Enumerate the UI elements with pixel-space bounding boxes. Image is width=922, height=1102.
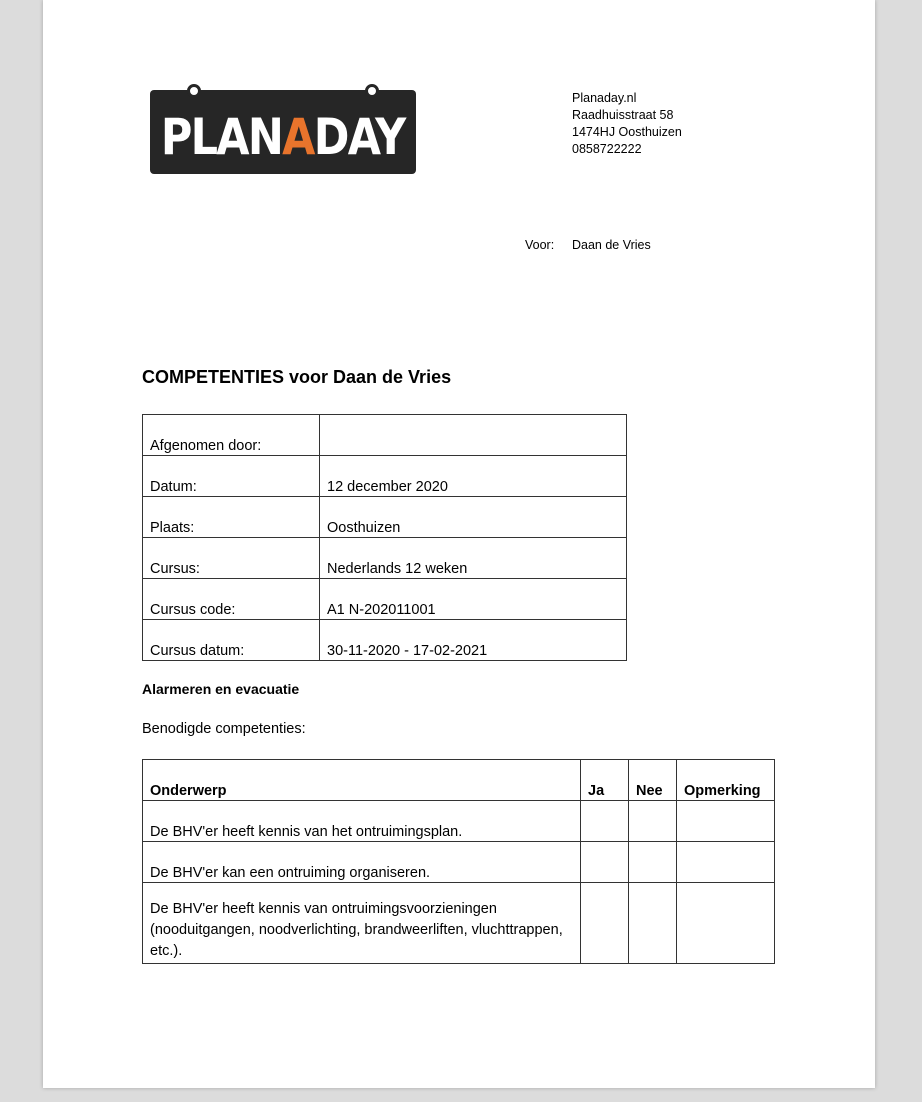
company-name: Planaday.nl xyxy=(572,91,637,105)
info-label: Cursus datum: xyxy=(143,620,320,661)
table-row xyxy=(143,456,627,497)
info-value: A1 N-202011001 xyxy=(320,579,627,620)
logo-text: PLANADAY xyxy=(161,108,405,166)
logo-ring-icon xyxy=(187,84,201,98)
info-label: Datum: xyxy=(143,456,320,497)
document-page xyxy=(43,0,875,1088)
ja-cell[interactable] xyxy=(581,883,629,964)
opmerking-cell[interactable] xyxy=(677,842,775,883)
nee-cell[interactable] xyxy=(629,883,677,964)
planaday-logo xyxy=(150,90,416,174)
info-value: 30-11-2020 - 17-02-2021 xyxy=(320,620,627,661)
info-label: Cursus: xyxy=(143,538,320,579)
column-header-ja: Ja xyxy=(581,760,629,801)
section-intro: Benodigde competenties: xyxy=(142,721,306,737)
info-value xyxy=(320,415,627,456)
table-row xyxy=(143,497,627,538)
nee-cell[interactable] xyxy=(629,842,677,883)
table-header-row xyxy=(143,760,775,801)
opmerking-cell[interactable] xyxy=(677,883,775,964)
table-row xyxy=(143,801,775,842)
competency-text: De BHV'er heeft kennis van het ontruimingsplan. xyxy=(143,801,581,842)
table-row xyxy=(143,579,627,620)
info-value: 12 december 2020 xyxy=(320,456,627,497)
course-info-table xyxy=(142,414,627,661)
column-header-onderwerp: Onderwerp xyxy=(143,760,581,801)
table-row xyxy=(143,842,775,883)
info-label: Plaats: xyxy=(143,497,320,538)
recipient-name: Daan de Vries xyxy=(572,238,651,252)
section-title: Alarmeren en evacuatie xyxy=(142,681,300,697)
table-row xyxy=(143,415,627,456)
table-row xyxy=(143,883,775,964)
competency-text: De BHV'er kan een ontruiming organiseren. xyxy=(143,842,581,883)
ja-cell[interactable] xyxy=(581,842,629,883)
info-label: Cursus code: xyxy=(143,579,320,620)
column-header-opmerking: Opmerking xyxy=(677,760,775,801)
company-street: Raadhuisstraat 58 xyxy=(572,108,674,122)
logo-ring-icon xyxy=(365,84,379,98)
document-title: COMPETENTIES voor Daan de Vries xyxy=(142,367,452,387)
company-address xyxy=(572,90,682,158)
company-phone: 0858722222 xyxy=(572,142,642,156)
info-label: Afgenomen door: xyxy=(143,415,320,456)
table-row xyxy=(143,620,627,661)
company-city: 1474HJ Oosthuizen xyxy=(572,125,682,139)
nee-cell[interactable] xyxy=(629,801,677,842)
info-value: Oosthuizen xyxy=(320,497,627,538)
competency-table xyxy=(142,759,775,964)
info-value: Nederlands 12 weken xyxy=(320,538,627,579)
recipient-label: Voor: xyxy=(525,238,555,252)
opmerking-cell[interactable] xyxy=(677,801,775,842)
table-row xyxy=(143,538,627,579)
ja-cell[interactable] xyxy=(581,801,629,842)
column-header-nee: Nee xyxy=(629,760,677,801)
competency-text: De BHV'er heeft kennis van ontruimingsvoorzieningen (nooduitgangen, noodverlichting, brandweerliften, vluchttrappen, etc.). xyxy=(143,883,581,964)
